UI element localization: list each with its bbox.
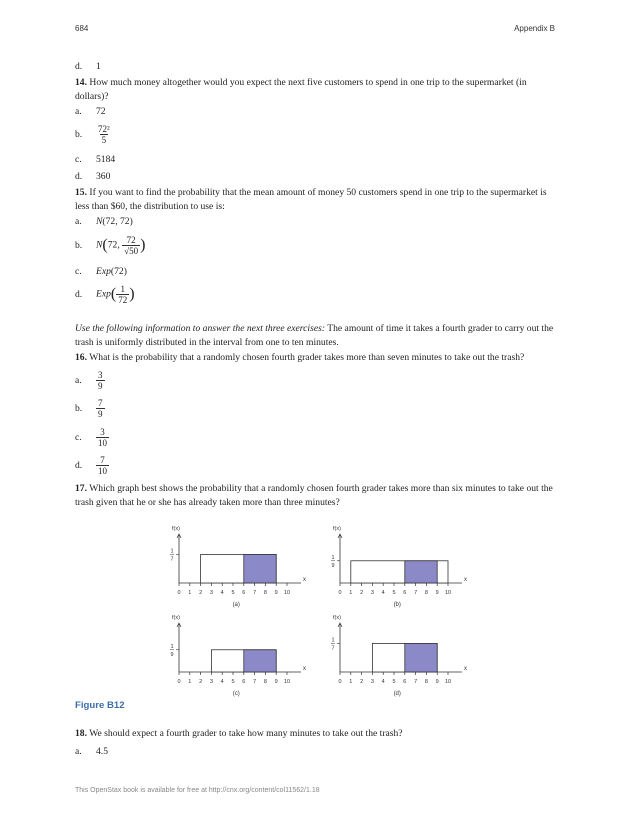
- close-paren: ): [129, 285, 135, 303]
- fraction-denominator: 10: [98, 466, 107, 476]
- x-tick-label: 1: [349, 590, 353, 596]
- function-name: Exp: [96, 266, 111, 277]
- question-number: 15.: [75, 187, 87, 198]
- section-title: Appendix B: [514, 24, 555, 33]
- option-label: b.: [75, 128, 83, 140]
- shaded-region: [405, 561, 437, 583]
- y-axis-label: f(x): [333, 526, 341, 532]
- option-value: 72: [96, 106, 106, 117]
- option-label: a.: [75, 746, 82, 757]
- option-label: a.: [75, 374, 82, 386]
- function-name: Exp: [96, 288, 111, 300]
- panel-label: (a): [232, 602, 240, 608]
- x-tick-label: 7: [253, 679, 257, 685]
- chart-panel-2: [170, 615, 306, 697]
- y-value-numerator: 1: [170, 548, 174, 555]
- option-label: d.: [75, 171, 83, 182]
- question-number: 16.: [75, 352, 87, 363]
- x-tick-label: 3: [209, 679, 213, 685]
- chart-panel-1: [331, 526, 467, 608]
- option-value: 1: [96, 61, 101, 72]
- y-axis-label: f(x): [172, 615, 180, 621]
- function-arg: 72,: [107, 239, 123, 251]
- x-axis-label: x: [464, 577, 467, 583]
- x-tick-label: 2: [199, 679, 203, 685]
- option-value: 4.5: [96, 746, 108, 757]
- y-axis-label: f(x): [172, 526, 180, 532]
- x-tick-label: 4: [381, 679, 385, 685]
- info-lead: Use the following information to answer the next three exercises:: [75, 323, 326, 334]
- question-text: How much money altogether would you expect the next five customers to spend in one trip to the supermarket (in dollars)?: [75, 77, 527, 102]
- open-paren: (: [110, 285, 117, 303]
- open-paren: (: [102, 236, 108, 254]
- x-tick-label: 1: [188, 590, 192, 596]
- fraction-numerator: 7: [100, 455, 105, 465]
- x-tick-label: 1: [349, 679, 353, 685]
- question-number: 17.: [75, 483, 87, 494]
- info-text: The amount of time it takes a fourth grader to carry out the trash is uniformly distributed in the interval from one to ten minutes.: [75, 323, 554, 348]
- close-paren: ): [140, 236, 146, 254]
- question-number: 14.: [75, 77, 87, 88]
- x-tick-label: 3: [370, 679, 374, 685]
- fraction-numerator: 72²: [98, 124, 110, 134]
- x-axis-label: x: [303, 666, 306, 672]
- footer-text: This OpenStax book is available for free at http://cnx.org/content/col11562/1.18: [75, 787, 320, 794]
- x-tick-label: 10: [444, 679, 452, 685]
- x-tick-label: 10: [283, 679, 291, 685]
- shaded-region: [405, 643, 437, 672]
- y-value-denominator: 9: [331, 562, 335, 569]
- x-axis-label: x: [464, 666, 467, 672]
- question-18: [75, 727, 557, 741]
- x-tick-label: 9: [435, 679, 439, 685]
- fraction-numerator: 72: [126, 235, 136, 245]
- option-label: d.: [75, 288, 83, 300]
- x-tick-label: 6: [242, 679, 246, 685]
- y-value-denominator: 7: [170, 556, 174, 563]
- option-label: b.: [75, 402, 83, 414]
- function-name: N: [96, 216, 103, 227]
- panel-label: (c): [232, 691, 240, 697]
- option-value: 5184: [96, 154, 116, 165]
- y-value-numerator: 1: [331, 554, 335, 561]
- x-tick-label: 9: [274, 590, 278, 596]
- option-label: b.: [75, 239, 83, 251]
- x-tick-label: 6: [403, 679, 407, 685]
- x-tick-label: 5: [231, 590, 235, 596]
- x-tick-label: 8: [263, 590, 267, 596]
- fraction-numerator: 3: [98, 370, 103, 380]
- x-tick-label: 0: [177, 679, 181, 685]
- fraction-numerator: 1: [120, 284, 125, 294]
- question-text: Which graph best shows the probability that a randomly chosen fourth grader takes more than six minutes to take out the trash given that he or she has already taken more than three minutes?: [75, 483, 553, 508]
- x-tick-label: 6: [403, 590, 407, 596]
- question-text: If you want to find the probability that the mean amount of money 50 customers spend in one trip to the supermarket is less than $60, the distribution to use is:: [75, 187, 547, 212]
- x-tick-label: 1: [188, 679, 192, 685]
- x-tick-label: 4: [220, 679, 224, 685]
- x-tick-label: 3: [209, 590, 213, 596]
- x-tick-label: 2: [360, 679, 364, 685]
- shaded-region: [244, 554, 276, 583]
- y-value-numerator: 1: [331, 637, 335, 644]
- x-tick-label: 3: [370, 590, 374, 596]
- x-tick-label: 0: [338, 590, 342, 596]
- option-label: d.: [75, 459, 83, 471]
- x-tick-label: 5: [392, 590, 396, 596]
- x-tick-label: 2: [199, 590, 203, 596]
- x-tick-label: 9: [274, 679, 278, 685]
- fraction-denominator: 72: [118, 295, 128, 305]
- x-tick-label: 7: [414, 590, 418, 596]
- page-number: 684: [75, 24, 89, 33]
- fraction-denominator: 5: [101, 135, 107, 145]
- x-tick-label: 7: [253, 590, 257, 596]
- option-label: a.: [75, 106, 82, 117]
- fraction-denominator: 9: [98, 381, 103, 391]
- x-tick-label: 5: [392, 679, 396, 685]
- shaded-region: [244, 650, 276, 672]
- x-tick-label: 6: [242, 590, 246, 596]
- figure-caption: Figure B12: [75, 700, 125, 711]
- option-label: c.: [75, 154, 82, 165]
- x-tick-label: 8: [424, 590, 428, 596]
- y-value-denominator: 9: [170, 651, 174, 658]
- option-label: c.: [75, 431, 82, 443]
- x-tick-label: 8: [263, 679, 267, 685]
- option-label: c.: [75, 266, 82, 277]
- q18-option-a: [75, 745, 108, 759]
- fraction-denominator: √50: [124, 246, 139, 256]
- x-tick-label: 5: [231, 679, 235, 685]
- fraction-denominator: 9: [98, 409, 103, 419]
- x-axis-label: x: [303, 577, 306, 583]
- x-tick-label: 9: [435, 590, 439, 596]
- x-tick-label: 2: [360, 590, 364, 596]
- fraction-numerator: 3: [100, 427, 105, 437]
- option-value: 360: [96, 171, 111, 182]
- fraction-denominator: 10: [98, 438, 107, 448]
- x-tick-label: 0: [177, 590, 181, 596]
- chart-panel-0: [170, 526, 306, 608]
- x-tick-label: 0: [338, 679, 342, 685]
- y-axis-label: f(x): [333, 615, 341, 621]
- x-tick-label: 8: [424, 679, 428, 685]
- option-label: a.: [75, 216, 82, 227]
- function-name: N: [96, 239, 103, 251]
- question-number: 18.: [75, 728, 87, 739]
- fraction-numerator: 7: [98, 398, 103, 408]
- option-label: d.: [75, 61, 83, 72]
- x-tick-label: 4: [381, 590, 385, 596]
- x-tick-label: 4: [220, 590, 224, 596]
- x-tick-label: 10: [283, 590, 291, 596]
- panel-label: (b): [393, 602, 401, 608]
- x-tick-label: 7: [414, 679, 418, 685]
- function-args: (72, 72): [102, 216, 133, 227]
- y-value-denominator: 7: [331, 645, 335, 652]
- y-value-numerator: 1: [170, 643, 174, 650]
- function-args: (72): [110, 266, 127, 277]
- question-text: We should expect a fourth grader to take how many minutes to take out the trash?: [89, 728, 403, 739]
- question-text: What is the probability that a randomly chosen fourth grader takes more than seven minutes to take out the trash?: [89, 352, 525, 363]
- x-tick-label: 10: [444, 590, 452, 596]
- chart-panel-3: [331, 615, 467, 697]
- panel-label: (d): [393, 691, 401, 697]
